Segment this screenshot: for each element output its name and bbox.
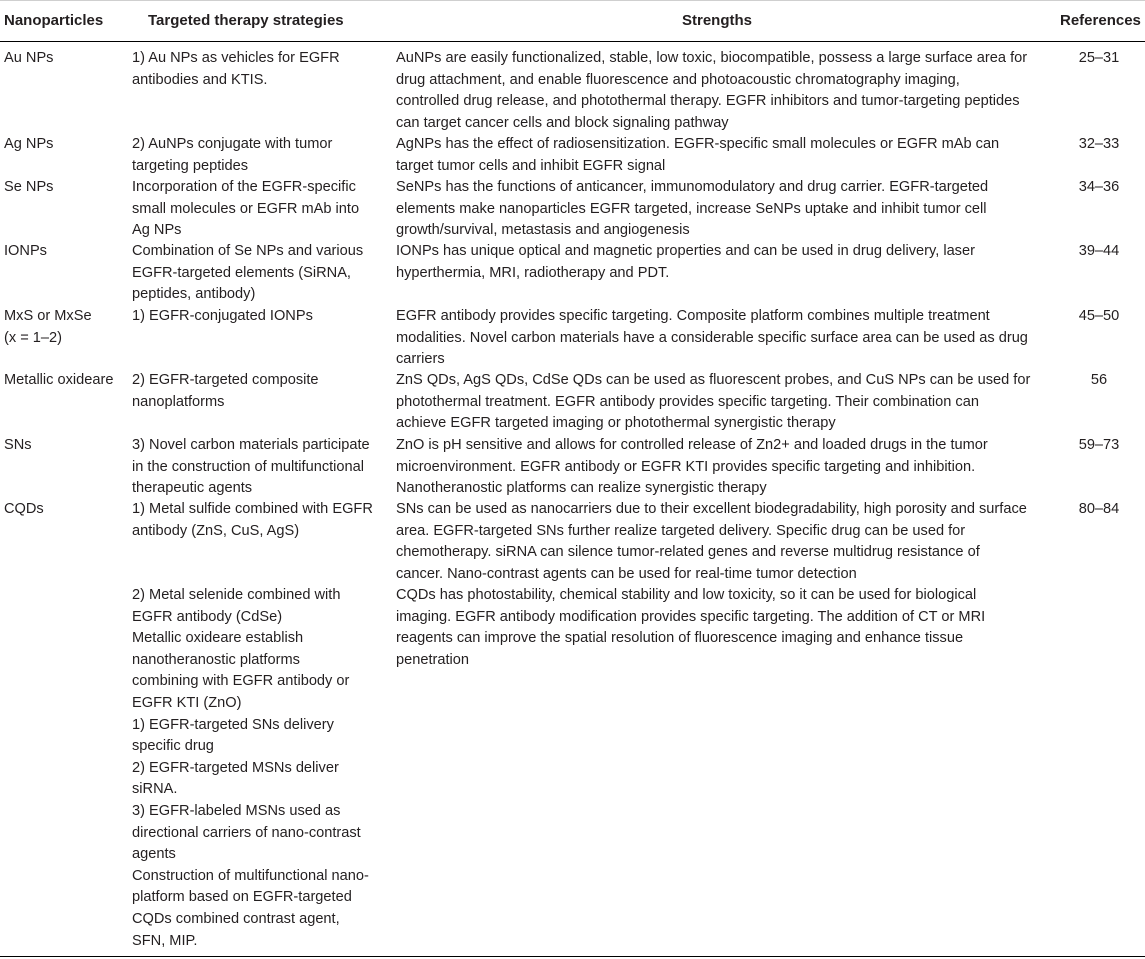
cell-line: IONPs has unique optical and magnetic properties and can be used in drug delivery, laser [396, 243, 975, 259]
cell-line: 3) EGFR-labeled MSNs used as [132, 802, 341, 819]
cell-line: imaging. EGFR antibody modification provides specific targeting. The addition of CT or MRI [396, 608, 986, 625]
cell-line: Incorporation of the EGFR-specific [132, 179, 356, 195]
cell-line: target tumor cells and inhibit EGFR signal [396, 157, 666, 174]
cell-line: AuNPs are easily functionalized, stable, low toxic, biocompatible, possess a large surface area for [396, 50, 1028, 66]
strategy-cell [132, 48, 382, 91]
cell-line: area. EGFR-targeted SNs further realize targeted delivery. Specific drug can be used for [396, 522, 966, 539]
cell-line: Nanotheranostic platforms can realize synergistic therapy [396, 480, 767, 497]
cell-line: MxS or MxSe [4, 308, 92, 324]
nanoparticle-cell [4, 306, 124, 349]
cell-line: Ag NPs [132, 222, 182, 239]
cell-line: in the construction of multifunctional [132, 458, 365, 475]
cell-line: controlled drug release, and photothermal therapy. EGFR inhibitors and tumor-targeting peptides [396, 93, 1020, 110]
cell-line: SNs can be used as nanocarriers due to their excellent biodegradability, high porosity and surface [396, 501, 1027, 517]
table-bottom-rule [0, 956, 1145, 957]
cell-line: EGFR-targeted elements (SiRNA, [132, 264, 351, 281]
cell-line: IONPs [4, 243, 47, 259]
cell-line: siRNA. [132, 781, 178, 798]
reference-cell: 45–50 [1078, 308, 1120, 324]
cell-line: targeting peptides [132, 157, 249, 174]
cell-line: 1) Metal sulfide combined with EGFR [132, 501, 373, 517]
cell-line: (x = 1–2) [4, 329, 62, 346]
strategy-cell [132, 177, 382, 242]
cell-line: CQDs combined contrast agent, [132, 910, 340, 927]
cell-line: EGFR KTI (ZnO) [132, 694, 242, 711]
reference-cell: 80–84 [1078, 501, 1120, 517]
cell-line: combining with EGFR antibody or [132, 673, 350, 690]
cell-line: SeNPs has the functions of anticancer, immunomodulatory and drug carrier. EGFR-targeted [396, 179, 989, 195]
cell-line: elements make nanoparticles EGFR targeted, increase SeNPs uptake and inhibit tumor cell [396, 200, 987, 217]
strength-cell [396, 585, 1046, 671]
cell-line: 1) EGFR-conjugated IONPs [132, 308, 313, 324]
cell-line: penetration [396, 651, 470, 668]
reference-cell: 34–36 [1078, 179, 1120, 195]
reference-cell: 56 [1090, 372, 1108, 388]
nanoparticle-cell [4, 370, 124, 392]
reference-cell: 25–31 [1078, 50, 1120, 66]
strategy-cell [132, 134, 382, 177]
strategy-cell [132, 370, 382, 413]
header-rule [0, 41, 1145, 42]
cell-line: therapeutic agents [132, 480, 253, 497]
nanoparticle-cell [4, 241, 124, 263]
nanoparticle-cell [4, 177, 124, 199]
cell-line: 1) Au NPs as vehicles for EGFR [132, 50, 340, 66]
cell-line: 3) Novel carbon materials participate [132, 437, 370, 453]
cell-line: ZnS QDs, AgS QDs, CdSe QDs can be used as fluorescent probes, and CuS NPs can be used for [396, 372, 1031, 388]
cell-line: Metallic oxideare establish [132, 630, 304, 647]
strength-cell [396, 241, 1046, 284]
cell-line: 2) Metal selenide combined with [132, 587, 341, 603]
nanoparticle-cell [4, 134, 124, 156]
cell-line: modalities. Novel carbon materials have a considerable specific surface area can be used as drug [396, 329, 1028, 346]
cell-line: Au NPs [4, 50, 54, 66]
cell-line: small molecules or EGFR mAb into [132, 200, 360, 217]
table-top-rule [0, 0, 1145, 1]
cell-line: antibody (ZnS, CuS, AgS) [132, 522, 300, 539]
cell-line: microenvironment. EGFR antibody or EGFR KTI provides specific targeting and inhibition. [396, 458, 976, 475]
strategy-cell [132, 435, 382, 500]
reference-cell: 39–44 [1078, 243, 1120, 259]
cell-line: Construction of multifunctional nano- [132, 867, 369, 884]
cell-line: CQDs [4, 501, 44, 517]
strength-cell [396, 499, 1046, 585]
cell-line: photothermal treatment. EGFR antibody provides specific targeting. Their combination can [396, 393, 979, 410]
cell-line: 2) EGFR-targeted composite [132, 372, 319, 388]
cell-line: agents [132, 846, 176, 863]
cell-line: peptides, antibody) [132, 286, 256, 303]
cell-line: growth/survival, metastasis and angiogenesis [396, 222, 690, 239]
cell-line: can target cancer cells and block signaling pathway [396, 114, 729, 131]
cell-line: chemotherapy. siRNA can silence tumor-related genes and reverse multidrug resistance of [396, 544, 980, 561]
header-strategies: Targeted therapy strategies [148, 12, 344, 29]
cell-line: Metallic oxideare [4, 372, 114, 388]
cell-line: ZnO is pH sensitive and allows for controlled release of Zn2+ and loaded drugs in the tumor [396, 437, 988, 453]
strategy-cell [132, 306, 382, 328]
reference-cell: 32–33 [1078, 136, 1120, 152]
strength-cell [396, 134, 1046, 177]
strength-cell [396, 48, 1046, 134]
cell-line: Combination of Se NPs and various [132, 243, 364, 259]
cell-line: achieve EGFR targeted imaging or photothermal synergistic therapy [396, 415, 836, 432]
cell-line: cancer. Nano-contrast agents can be used for real-time tumor detection [396, 565, 857, 582]
nanoparticle-cell [4, 435, 124, 457]
header-strengths-text: Strengths [682, 12, 753, 29]
cell-line: Ag NPs [4, 136, 54, 152]
header-nanoparticles: Nanoparticles [4, 12, 104, 29]
cell-line: platform based on EGFR-targeted [132, 889, 352, 906]
cell-line: 2) EGFR-targeted MSNs deliver [132, 759, 339, 776]
strength-cell [396, 306, 1046, 371]
cell-line: AgNPs has the effect of radiosensitization. EGFR-specific small molecules or EGFR mAb can [396, 136, 1000, 152]
cell-line: drug attachment, and enable fluorescence and photoacoustic chromatography imaging, [396, 71, 960, 88]
cell-line: 1) EGFR-targeted SNs delivery [132, 716, 334, 733]
strategy-cell [132, 241, 382, 306]
nanoparticle-cell [4, 499, 124, 521]
cell-line: 2) AuNPs conjugate with tumor [132, 136, 333, 152]
strength-cell [396, 435, 1046, 500]
cell-line: EGFR antibody provides specific targeting. Composite platform combines multiple treatment [396, 308, 990, 324]
strength-cell [396, 177, 1046, 242]
strategy-cell [132, 499, 382, 542]
cell-line: antibodies and KTIS. [132, 71, 268, 88]
header-references: References [1060, 12, 1141, 29]
strategy-cell [132, 585, 382, 952]
cell-line: directional carriers of nano-contrast [132, 824, 361, 841]
cell-line: specific drug [132, 738, 214, 755]
strength-cell [396, 370, 1046, 435]
cell-line: CQDs has photostability, chemical stability and low toxicity, so it can be used for biological [396, 587, 977, 603]
nanoparticle-cell [4, 48, 124, 70]
cell-line: carriers [396, 351, 445, 368]
cell-line: hyperthermia, MRI, radiotherapy and PDT. [396, 264, 670, 281]
reference-cell: 59–73 [1078, 437, 1120, 453]
cell-line: nanoplatforms [132, 393, 225, 410]
cell-line: reagents can improve the spatial resolution of fluorescence imaging and enhance tissue [396, 630, 964, 647]
cell-line: nanotheranostic platforms [132, 651, 300, 668]
cell-line: SNs [4, 437, 32, 453]
cell-line: EGFR antibody (CdSe) [132, 608, 283, 625]
cell-line: Se NPs [4, 179, 54, 195]
cell-line: SFN, MIP. [132, 932, 198, 949]
